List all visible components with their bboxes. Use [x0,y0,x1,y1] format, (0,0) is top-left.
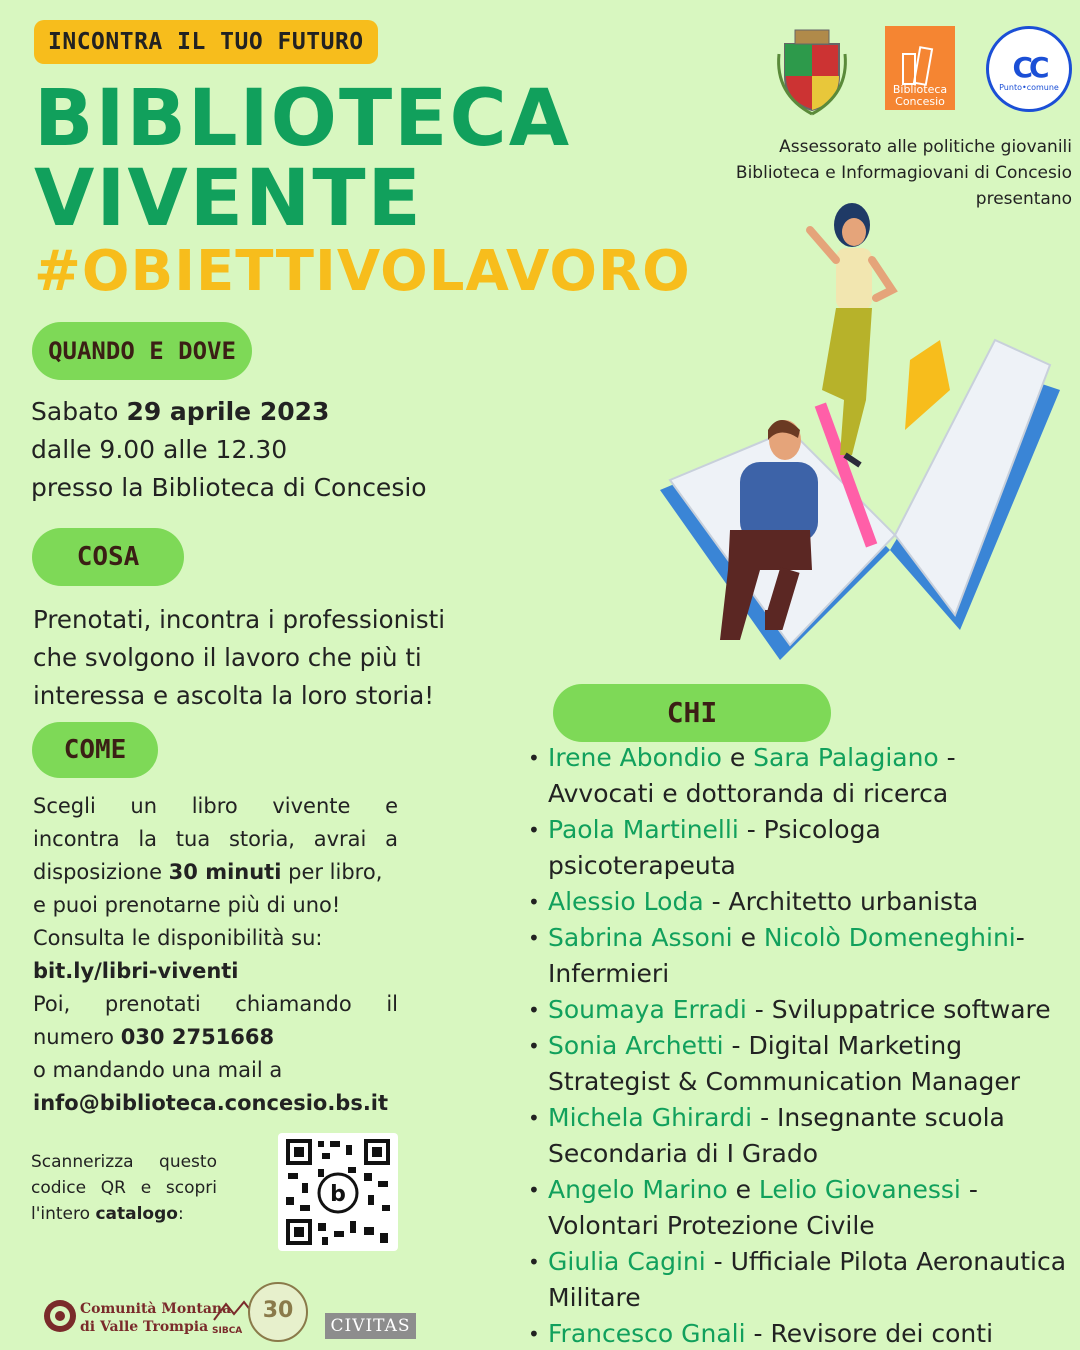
speaker-item [528,992,1076,1028]
qr-caption-line-1: Scannerizza questo [31,1152,217,1172]
catalog-link[interactable]: bit.ly/libri-viventi [33,959,239,983]
event-date: 29 aprile 2023 [126,397,330,426]
title-line-2: VIVENTE [34,154,423,244]
tagline-badge: INCONTRA IL TUO FUTURO [34,20,378,64]
speaker-role-continued: psicoterapeuta [548,851,736,880]
coat-of-arms-logo [773,24,851,116]
comunita-montana-logo [80,1300,231,1336]
what-text [33,601,493,715]
section-label-how: COME [32,722,158,778]
title-line-1: BIBLIOTECA [34,74,572,164]
how-line-8: numero 030 2751668 [33,1025,275,1049]
section-label-when-where: QUANDO E DOVE [32,322,252,380]
speaker-name: Francesco Gnali [548,1319,746,1348]
speaker-item [528,884,1076,920]
speaker-role-continued: Militare [548,1283,641,1312]
speaker-role: - Psicologa [738,815,881,844]
qr-caption-line-2: codice QR e scopri [31,1178,217,1198]
speaker-name: Nicolò Domeneghini [763,923,1016,952]
qr-code[interactable] [278,1133,398,1251]
speaker-item [528,1172,1076,1244]
section-label-who: CHI [553,684,831,742]
speaker-role: - Ufficiale Pilota Aeronautica [705,1247,1067,1276]
what-line-1: Prenotati, incontra i professionisti [33,605,446,634]
speaker-name: Paola Martinelli [548,815,739,844]
organizers-line-2: Biblioteca e Informagiovani di Concesio [735,163,1072,183]
speaker-name: Alessio Loda [548,887,704,916]
speaker-role: - Insegnante scuola [752,1103,1005,1132]
section-label-what: COSA [32,528,184,586]
cm-line-2: di Valle Trompia [80,1319,209,1335]
speaker-role-continued: Strategist & Communication Manager [548,1067,1021,1096]
what-line-2: che svolgono il lavoro che più ti [33,643,422,672]
speaker-joiner: e [727,1175,759,1204]
speaker-item [528,740,1076,812]
speaker-item [528,920,1076,992]
svg-text:b: b [330,1182,346,1207]
speaker-item [528,1100,1076,1172]
how-line-7: Poi, prenotati chiamando il [33,992,398,1016]
how-line-3: disposizione 30 minuti per libro, [33,860,383,884]
speakers-list [528,740,1076,1350]
how-line-1: Scegli un libro vivente e [33,794,398,818]
speaker-role: - Digital Marketing [723,1031,963,1060]
speaker-name: Angelo Marino [548,1175,728,1204]
speaker-item [528,1028,1076,1100]
hashtag: #OBIETTIVOLAVORO [34,239,691,304]
qr-caption [31,1149,217,1227]
speaker-name: Irene Abondio [548,743,722,772]
speaker-name: Soumaya Erradi [548,995,747,1024]
when-where-text [31,393,427,507]
anniversary-number: 30 [262,1298,294,1323]
speaker-name: Lelio Giovanessi [758,1175,961,1204]
how-text [33,790,398,1120]
library-logo-text: Biblioteca Concesio [892,83,948,108]
cm-line-1: Comunità Montana [80,1301,232,1317]
speaker-role-continued: Avvocati e dottoranda di ricerca [548,779,949,808]
how-line-9: o mandando una mail a [33,1058,283,1082]
sibca-text: SIBCA [212,1326,243,1336]
speaker-role: - Architetto urbanista [703,887,979,916]
puntocomune-logo: CC Punto•comune [986,26,1072,112]
email-link[interactable]: info@biblioteca.concesio.bs.it [33,1091,389,1115]
speaker-name: Sonia Archetti [548,1031,724,1060]
speaker-item [528,1316,1076,1350]
speaker-role: - Revisore dei conti [745,1319,994,1348]
speaker-item [528,1244,1076,1316]
puntocomune-text: Punto•comune [999,83,1059,92]
speaker-role: - Sviluppatrice software [746,995,1051,1024]
organizers-line-1: Assessorato alle politiche giovanili [779,137,1072,157]
book-people-illustration [640,190,1070,680]
day-prefix: Sabato [31,397,127,426]
anniversary-badge [248,1282,308,1342]
how-line-5: Consulta le disponibilità su: [33,926,323,950]
speaker-role-continued: Infermieri [548,959,670,988]
speaker-name: Sabrina Assoni [548,923,733,952]
speaker-role: - [1015,923,1025,952]
event-place: presso la Biblioteca di Concesio [31,473,427,502]
organizers-line-3: presentano [975,189,1072,209]
speaker-role-continued: Secondaria di I Grado [548,1139,819,1168]
comunita-montana-logo-icon [42,1298,78,1334]
what-line-3: interessa e ascolta la loro storia! [33,681,435,710]
speaker-role: - [938,743,956,772]
how-line-4: e puoi prenotarne più di uno! [33,893,341,917]
qr-caption-line-3: l'intero catalogo: [31,1204,184,1224]
speaker-name: Giulia Cagini [548,1247,706,1276]
how-line-2: incontra la tua storia, avrai a [33,827,398,851]
speaker-name: Michela Ghirardi [548,1103,753,1132]
speaker-item [528,812,1076,884]
speaker-joiner: e [721,743,754,772]
speaker-name: Sara Palagiano [753,743,939,772]
phone-number[interactable]: 030 2751668 [120,1025,275,1049]
speaker-role-continued: Volontari Protezione Civile [548,1211,875,1240]
civitas-logo: CIVITAS [325,1313,416,1339]
event-time: dalle 9.00 alle 12.30 [31,435,288,464]
speaker-joiner: e [732,923,764,952]
library-logo [885,26,955,110]
speaker-role: - [960,1175,978,1204]
